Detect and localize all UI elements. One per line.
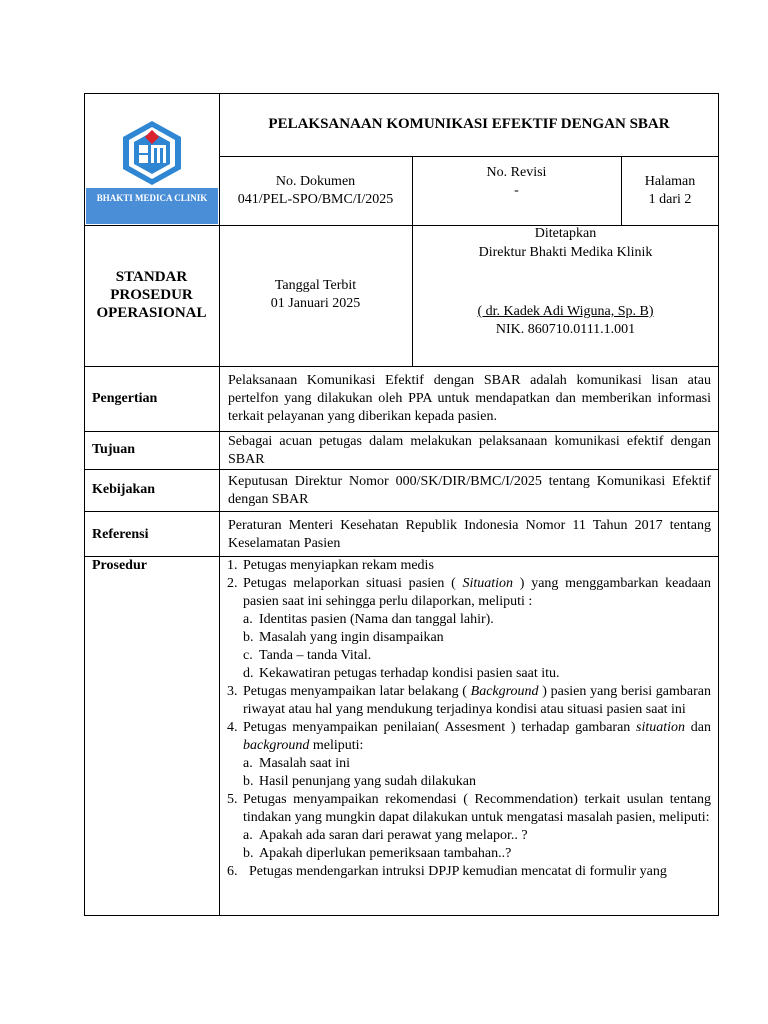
list-subitem [227,611,711,629]
prosedur-list [227,557,711,881]
halaman-label: Halaman [644,174,696,189]
kebijakan-label: Kebijakan [92,482,156,497]
list-number: 3. [227,684,238,699]
halaman-value: 1 dari 2 [648,192,692,207]
step-text: Petugas menyiapkan rekam medis [243,558,434,573]
table-divider [219,93,220,916]
list-number: 6. [227,864,238,879]
sub-letter: d. [243,666,254,681]
table-divider [621,156,622,225]
tanggal-terbit-label: Tanggal Terbit [274,278,357,293]
step-text: Petugas mendengarkan intruksi DPJP kemudian mencatat di formulir yang [249,864,667,879]
sub-letter: b. [243,630,254,645]
kebijakan-text: Keputusan Direktur Nomor 000/SK/DIR/BMC/I/2025 tentang Komunikasi Efektif dengan SBAR [228,474,711,507]
sub-text: Kekawatiran petugas terhadap kondisi pasien saat itu. [259,666,560,681]
sub-text: Identitas pasien (Nama dan tanggal lahir). [259,612,494,627]
prosedur-label: Prosedur [92,558,147,573]
sub-text: Masalah yang ingin disampaikan [259,630,444,645]
sub-text: Masalah saat ini [259,756,350,771]
list-item [227,557,711,575]
sub-letter: a. [243,756,253,771]
sub-letter: a. [243,612,253,627]
list-number: 4. [227,720,238,735]
clinic-logo-icon [118,118,186,188]
step-text: Petugas menyampaikan penilaian( Assesment ) terhadap gambaran [243,720,631,735]
list-subitem [227,773,711,791]
tanggal-terbit-value: 01 Januari 2025 [270,296,361,311]
list-subitem [227,845,711,863]
list-subitem [227,629,711,647]
tujuan-label: Tujuan [92,442,136,457]
step-text: ) pasien yang berisi gambaran riwayat atau hal yang mendukung terjadinya kondisi atau situasi pasien saat ini [243,684,711,717]
step-emphasis: Situation [462,576,514,591]
list-item [227,575,711,611]
table-divider [84,366,719,367]
list-number: 2. [227,576,238,591]
step-text: Petugas menyampaikan rekomendasi ( Recommendation) terkait usulan tentang tindakan yang mungkin dapat dilakukan untuk mengatasi masalah pasien, meliputi: [243,792,711,825]
logo-caption: BHAKTI MEDICA CLINIK [86,188,218,224]
list-number: 5. [227,792,238,807]
step-text: Petugas melaporkan situasi pasien ( [243,576,456,591]
step-text: Petugas menyampaikan latar belakang ( [243,684,467,699]
no-dokumen-label: No. Dokumen [275,174,356,189]
step-text: ) yang menggambarkan keadaan pasien saat ini sehingga perlu dilaporkan, meliputi : [243,576,712,609]
no-revisi-value: - [514,183,519,198]
list-item [227,719,711,755]
table-divider [84,469,719,470]
signer-name: ( dr. Kadek Adi Wiguna, Sp. B) [477,304,654,319]
sub-letter: a. [243,828,253,843]
table-divider [84,511,719,512]
no-dokumen-value: 041/PEL-SPO/BMC/I/2025 [237,192,394,207]
list-item [227,791,711,827]
table-divider [219,156,719,157]
sub-text: Apakah diperlukan pemeriksaan tambahan..? [259,846,512,861]
referensi-label: Referensi [92,527,149,542]
ditetapkan-label: Ditetapkan [534,226,597,241]
step-emphasis: situation [636,720,686,735]
sub-text: Hasil penunjang yang sudah dilakukan [259,774,476,789]
document-title: PELAKSANAAN KOMUNIKASI EFEKTIF DENGAN SBAR [268,116,670,132]
sub-text: Tanda – tanda Vital. [259,648,372,663]
step-emphasis: Background [470,684,539,699]
list-subitem [227,827,711,845]
tujuan-text: Sebagai acuan petugas dalam melakukan pelaksanaan komunikasi efektif dengan SBAR [228,434,711,467]
pengertian-text: Pelaksanaan Komunikasi Efektif dengan SBAR adalah komunikasi lisan atau pertelfon yang dilakukan oleh PPA untuk mendapatkan dan memberikan informasi terkait pelayanan yang diberikan kepada pasien. [228,373,711,424]
no-revisi-label: No. Revisi [486,165,547,180]
list-item [227,683,711,719]
step-emphasis: background [243,738,310,753]
signer-nik: NIK. 860710.0111.1.001 [495,322,636,337]
list-number: 1. [227,558,238,573]
list-subitem [227,665,711,683]
spo-label-line2: PROSEDUR [110,287,193,303]
referensi-text: Peraturan Menteri Kesehatan Republik Indonesia Nomor 11 Tahun 2017 tentang Keselamatan Pasien [228,518,711,551]
spo-label-line3: OPERASIONAL [96,305,207,321]
list-subitem [227,755,711,773]
sub-letter: b. [243,846,254,861]
spo-label-line1: STANDAR [115,269,188,285]
sub-letter: b. [243,774,254,789]
step-text: dan [690,720,712,735]
list-subitem [227,647,711,665]
step-text: meliputi: [312,738,364,753]
sub-text: Apakah ada saran dari perawat yang melapor.. ? [259,828,528,843]
list-item [227,863,711,881]
sub-letter: c. [243,648,253,663]
pengertian-label: Pengertian [92,391,158,406]
table-divider [84,431,719,432]
direktur-title: Direktur Bhakti Medika Klinik [478,245,653,260]
